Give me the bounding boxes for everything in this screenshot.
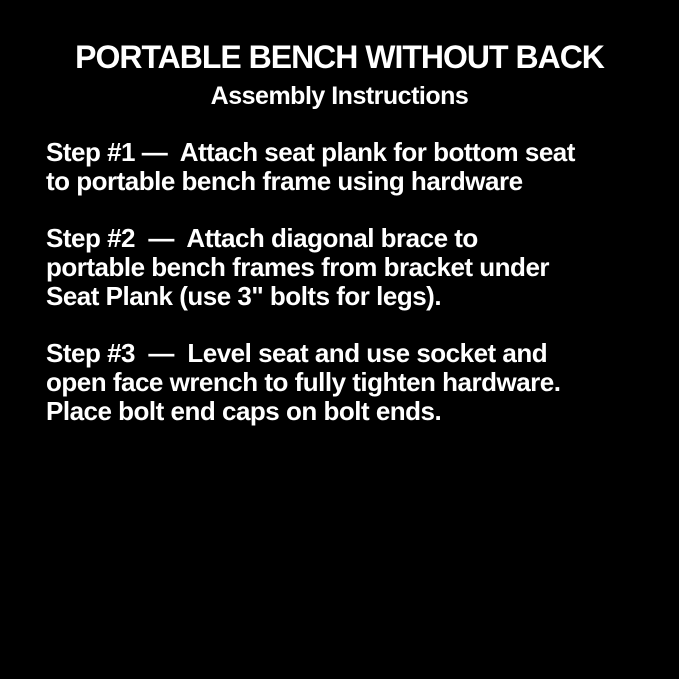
- step-3-line-1: Step #3 — Level seat and use socket and: [46, 338, 548, 368]
- step-2-line-3: Seat Plank (use 3" bolts for legs).: [46, 281, 442, 311]
- step-1-line-2: to portable bench frame using hardware: [46, 166, 523, 196]
- poster-title: PORTABLE BENCH WITHOUT BACK: [75, 39, 604, 75]
- step-3-line-3: Place bolt end caps on bolt ends.: [46, 396, 442, 426]
- step-3: [46, 339, 659, 426]
- step-2-line-2: portable bench frames from bracket under: [46, 252, 550, 282]
- step-2-line-1: Step #2 — Attach diagonal brace to: [46, 223, 478, 253]
- steps-section: [0, 138, 679, 426]
- step-1: [46, 138, 659, 196]
- poster-subtitle: Assembly Instructions: [210, 82, 469, 110]
- step-3-line-2: open face wrench to fully tighten hardware.: [46, 367, 561, 397]
- step-2: [46, 224, 659, 311]
- step-1-line-1: Step #1 — Attach seat plank for bottom seat: [46, 137, 575, 167]
